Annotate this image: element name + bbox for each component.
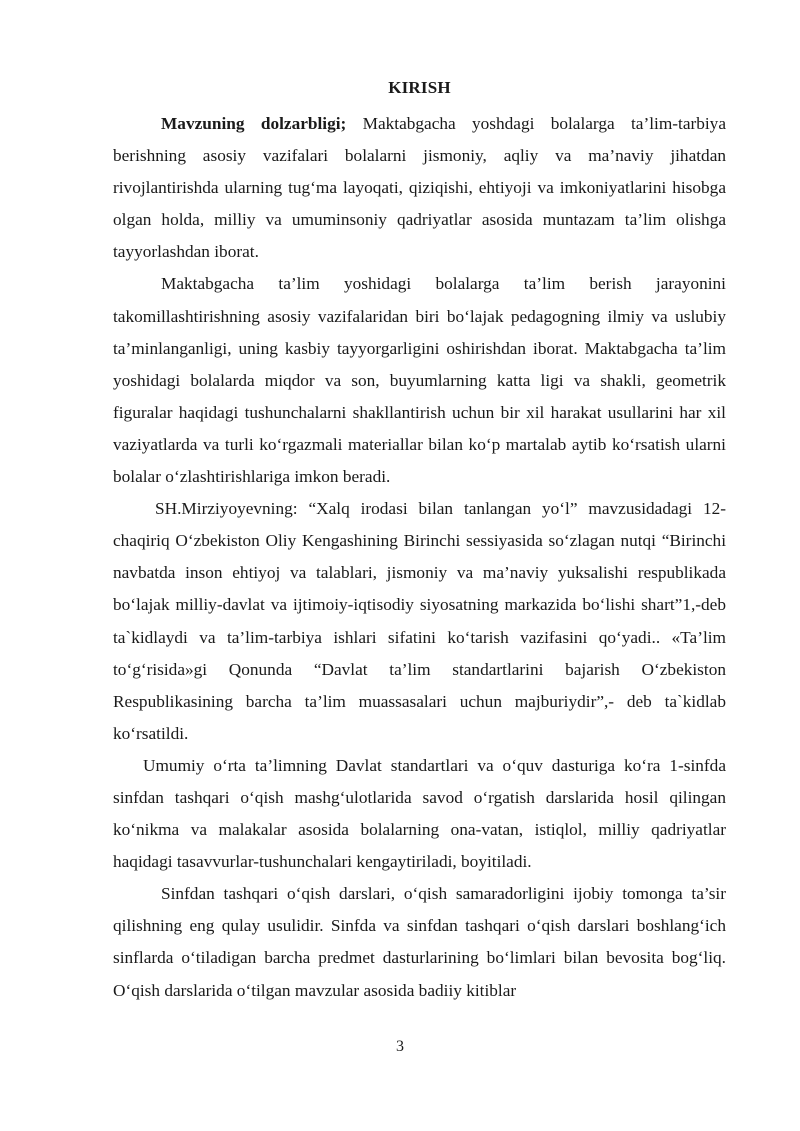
paragraph-lead: Mavzuning dolzarbligi; [161, 114, 347, 133]
paragraph-relevance [113, 108, 726, 268]
paragraph-reading: Sinfdan tashqari o‘qish darslari, o‘qish samaradorligini ijobiy tomonga ta’sir qilishning eng qulay usulidir. Sinfda va sinfdan tashqari o‘qish darslari boshlang‘ich sinflarda o‘tiladigan barcha predmet dasturlarining bo‘limlari bilan bevosita bog‘liq. O‘qish darslarida o‘tilgan mavzular asosida badiiy kitiblar [113, 884, 726, 1000]
paragraph-standards: Umumiy o‘rta ta’limning Davlat standartlari va o‘quv dasturiga ko‘ra 1-sinfda sinfdan tashqari o‘qish mashg‘ulotlarida savod o‘rgatish darslarida hosil qilingan ko‘nikma va malakalar asosida bolalarning ona-vatan, istiqlol, milliy qadriyatlar haqidagi tasavvurlar-tushunchalari kengaytiriladi, boyitiladi. [113, 755, 726, 872]
paragraph-quote: SH.Mirziyoyevning: “Xalq irodasi bilan tanlangan yo‘l” mavzusidadagi 12-chaqiriq O‘zbekiston Oliy Kengashining Birinchi sessiyasida so‘zlagan nutqi “Birinchi navbatda inson ehtiyoj va talablari, jismoniy va ma’naviy yuksalishi respublikada bo‘lajak milliy-davlat va ijtimoiy-iqtisodiy siyosatning markazida bo‘lishi shart”1,-deb ta`kidlaydi va ta’lim-tarbiya ishlari sifatini ko‘tarish vazifasini qo‘yadi.. «Ta’lim to‘g‘risida»gi Qonunda “Davlat ta’lim standartlarini bajarish O‘zbekiston Respublikasining barcha ta’lim muassasalari uchun majburiydir”,- deb ta`kidlab ko‘rsatildi. [113, 499, 726, 743]
paragraph-text: Maktabgacha yoshdagi bolalarga ta’lim-tarbiya berishning asosiy vazifalari bolalarni jismoniy, aqliy va ma’naviy jihatdan rivojlantirishda ularning tug‘ma layoqati, qiziqishi, ehtiyoji va imkoniyatlarini hisobga olgan holda, milliy va umuminsoniy qadriyatlar asosida muntazam ta’lim olishga tayyorlashdan iborat. [113, 114, 726, 262]
page-number: 3 [396, 1038, 404, 1055]
section-title: KIRISH [388, 78, 451, 97]
paragraph-preschool: Maktabgacha ta’lim yoshidagi bolalarga ta’lim berish jarayonini takomillashtirishning asosiy vazifalaridan biri bo‘lajak pedagogning ilmiy va uslubiy ta’minlanganligi, uning kasbiy tayyorgarligini oshirishdan iborat. Maktabgacha ta’lim yoshidagi bolalarda miqdor va son, buyumlarning katta ligi va shakli, geometrik figuralar haqidagi tushunchalarni shakllantirish uchun bir xil harakat usullarini har xil vaziyatlarda va turli ko‘rgazmali materiallar bilan ko‘p martalab aytib ko‘rsatish ularni bolalar o‘zlashtirishlariga imkon beradi. [113, 274, 726, 487]
